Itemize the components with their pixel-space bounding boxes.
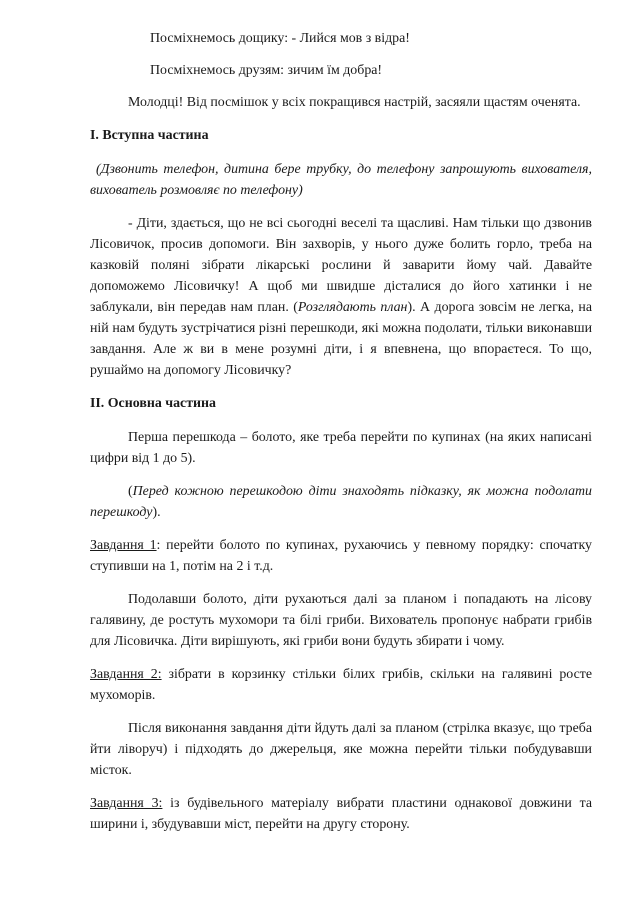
p-task2-run-0: Завдання 2: xyxy=(90,667,162,682)
p-task1 xyxy=(90,535,592,577)
p-swamp-run-0: Перша перешкода – болото, яке треба перейти по купинах (на яких написані цифри від 1 до 5). xyxy=(90,430,592,466)
poem-line-1: Посміхнемось дощику: - Лийся мов з відра! xyxy=(150,31,410,46)
p-call xyxy=(90,159,592,201)
p-spring xyxy=(90,718,592,781)
p-story-run-2: ). А дорога зовсім не легка, на ній нам будуть зустрічатися різні перешкоди, які можна подолати, тільки виконавши завдання. Але ж ви в мене розумні діти, і я впевнена, що впораєтеся. То що, рушаймо на допомогу Лісовичку? xyxy=(90,300,593,378)
p-task2-run-1: зібрати в корзинку стільки білих грибів, скільки на галявині росте мухоморів. xyxy=(90,667,592,703)
p-story xyxy=(90,213,592,381)
p-task3-run-0: Завдання 3: xyxy=(90,796,163,811)
p-meadow xyxy=(90,589,592,652)
p-spring-run-0: Після виконання завдання діти йдуть далі за планом (стрілка вказує, що треба йти ліворуч) і підходять до джерельця, яке можна перейти тільки побудувавши місток. xyxy=(90,721,592,778)
h-intro-run-0: І. Вступна частина xyxy=(90,128,209,143)
p-story-run-0: - Діти, здається, що не всі сьогодні веселі та щасливі. Нам тільки що дзвонив Лісовичок, просив допомоги. Він захворів, у нього дуже болить горло, треба на казковій поляні зібрати лікарські рослини й заварити йому чай. Давайте допоможемо Лісовичку! А щоб ми швидше дісталися до його хатинки і не заблукали, він передав нам план. ( xyxy=(90,216,592,315)
p-intro-run-0: Молодці! Від посмішок у всіх покращився настрій, засяяли щастям оченята. xyxy=(128,95,581,110)
p-hint-run-0: ( xyxy=(128,484,133,499)
p-task2 xyxy=(90,664,592,706)
p-story-run-1: Розглядають план xyxy=(297,300,408,315)
document-body xyxy=(90,92,592,835)
p-hint-run-2: ). xyxy=(152,505,161,520)
p-task3 xyxy=(90,793,592,835)
p-hint xyxy=(90,481,592,523)
p-hint-run-1: Перед кожною перешкодою діти знаходять підказку, як можна подолати перешкоду xyxy=(90,484,592,520)
p-task3-run-1: із будівельного матеріалу вибрати пластини однакової довжини та ширини і, збудувавши міст, перейти на другу сторону. xyxy=(90,796,593,832)
poem-line-2: Посміхнемось друзям: зичим їм добра! xyxy=(150,63,383,78)
p-call-run-0: (Дзвонить телефон, дитина бере трубку, до телефону запрошують вихователя, вихователь розмовляє по телефону) xyxy=(90,162,592,198)
p-swamp xyxy=(90,427,592,469)
p-intro xyxy=(90,92,592,113)
p-task1-run-0: Завдання 1 xyxy=(90,538,157,553)
p-task1-run-1: : перейти болото по купинах, рухаючись у певному порядку: спочатку ступивши на 1, потім на 2 і т.д. xyxy=(90,538,592,574)
h-main-run-0: ІІ. Основна частина xyxy=(90,396,216,411)
h-intro xyxy=(90,125,592,146)
p-meadow-run-0: Подолавши болото, діти рухаються далі за планом і попадають на лісову галявину, де ростуть мухомори та білі гриби. Вихователь пропонує набрати грибів для Лісовичка. Діти вирішують, які гриби вони будуть збирати і чому. xyxy=(90,592,592,649)
h-main xyxy=(90,393,592,414)
